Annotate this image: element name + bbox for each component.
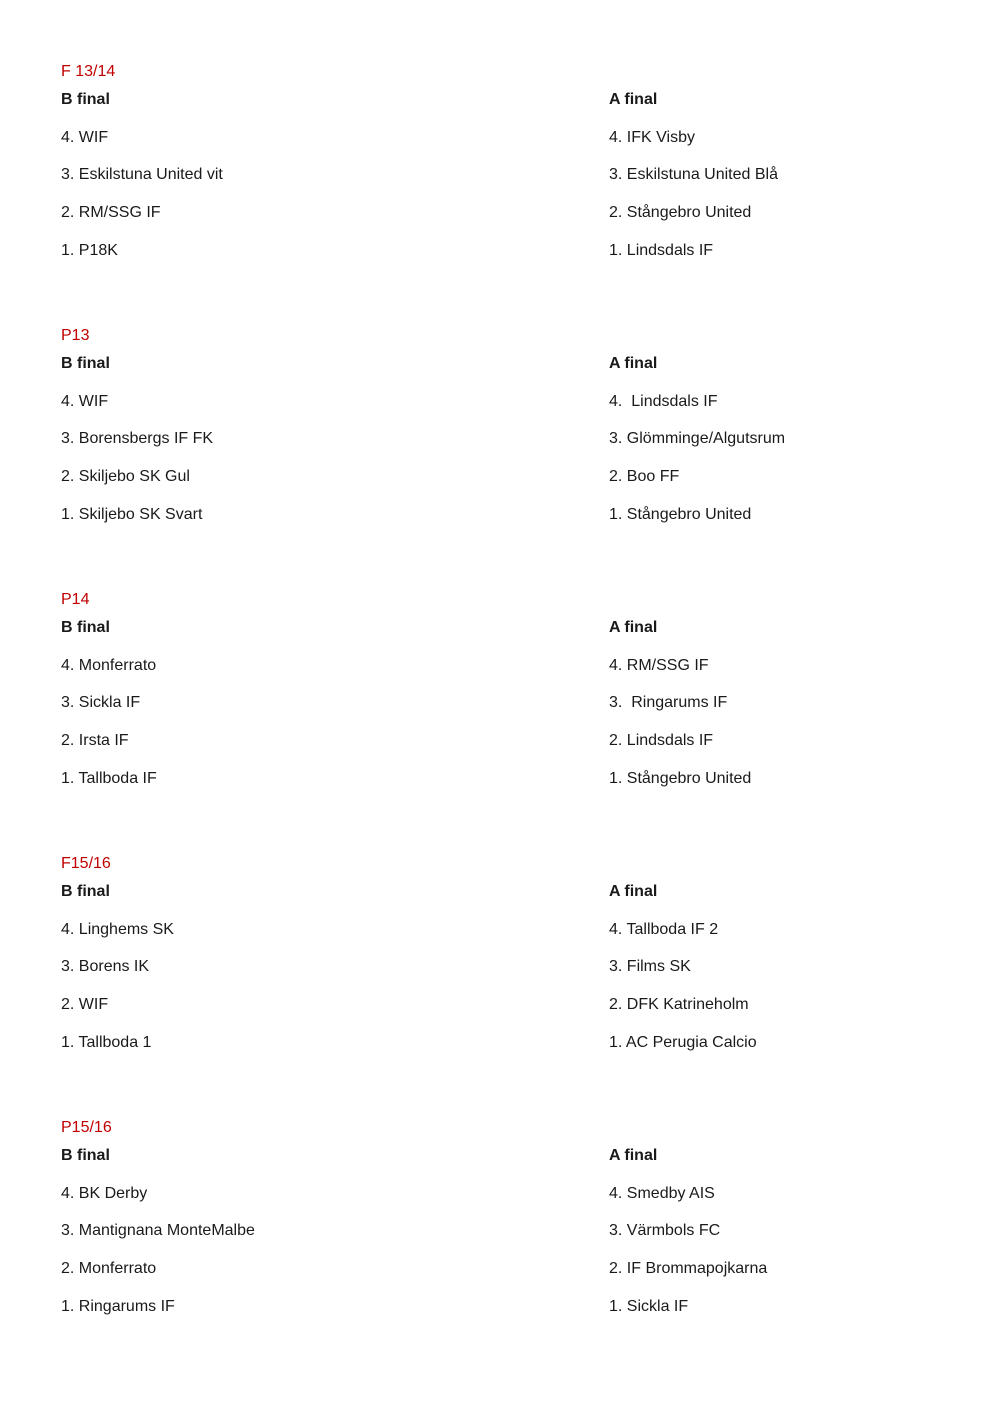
section-p14 bbox=[0, 590, 1000, 854]
placement-row: 2. Lindsdals IF bbox=[609, 732, 714, 749]
placement-row: 2. Stångebro United bbox=[609, 204, 752, 221]
placement-row: 4. Lindsdals IF bbox=[609, 393, 718, 410]
placement-row: 2. DFK Katrineholm bbox=[609, 996, 749, 1013]
section-title: F 13/14 bbox=[61, 63, 116, 80]
placement-row: 1. Skiljebo SK Svart bbox=[61, 506, 203, 523]
placement-row: 3. Films SK bbox=[609, 958, 691, 975]
placement-row: 2. Monferrato bbox=[61, 1260, 157, 1277]
section-p13 bbox=[0, 326, 1000, 590]
section-title: F15/16 bbox=[61, 855, 111, 872]
placement-row: 1. Tallboda 1 bbox=[61, 1034, 152, 1051]
placement-row: 3. Eskilstuna United Blå bbox=[609, 166, 778, 183]
b-final-heading: B final bbox=[61, 883, 110, 900]
placement-row: 4. IFK Visby bbox=[609, 129, 695, 146]
placement-row: 2. IF Brommapojkarna bbox=[609, 1260, 768, 1277]
placement-row: 1. AC Perugia Calcio bbox=[609, 1034, 757, 1051]
placement-row: 4. Tallboda IF 2 bbox=[609, 921, 719, 938]
placement-row: 3. Värmbols FC bbox=[609, 1222, 721, 1239]
a-final-heading: A final bbox=[609, 91, 658, 108]
placement-row: 3. Ringarums IF bbox=[609, 694, 728, 711]
b-final-heading: B final bbox=[61, 91, 110, 108]
a-final-heading: A final bbox=[609, 1147, 658, 1164]
placement-row: 2. WIF bbox=[61, 996, 109, 1013]
placement-row: 3. Sickla IF bbox=[61, 694, 141, 711]
placement-row: 1. Stångebro United bbox=[609, 506, 752, 523]
placement-row: 3. Mantignana MonteMalbe bbox=[61, 1222, 255, 1239]
placement-row: 3. Glömminge/Algutsrum bbox=[609, 430, 786, 447]
placement-row: 1. P18K bbox=[61, 242, 118, 259]
placement-row: 4. Linghems SK bbox=[61, 921, 174, 938]
placement-row: 3. Eskilstuna United vit bbox=[61, 166, 223, 183]
placement-row: 4. WIF bbox=[61, 129, 109, 146]
placement-row: 4. RM/SSG IF bbox=[609, 657, 709, 674]
placement-row: 2. Irsta IF bbox=[61, 732, 129, 749]
section-f13-14 bbox=[0, 62, 1000, 326]
placement-row: 4. WIF bbox=[61, 393, 109, 410]
placement-row: 2. RM/SSG IF bbox=[61, 204, 161, 221]
placement-row: 4. BK Derby bbox=[61, 1185, 148, 1202]
b-final-heading: B final bbox=[61, 619, 110, 636]
b-final-heading: B final bbox=[61, 355, 110, 372]
section-title: P13 bbox=[61, 327, 90, 344]
section-p15-16 bbox=[0, 1118, 1000, 1382]
placement-row: 2. Skiljebo SK Gul bbox=[61, 468, 190, 485]
a-final-heading: A final bbox=[609, 619, 658, 636]
placement-row: 1. Lindsdals IF bbox=[609, 242, 714, 259]
placement-row: 4. Smedby AIS bbox=[609, 1185, 715, 1202]
placement-row: 3. Borensbergs IF FK bbox=[61, 430, 214, 447]
placement-row: 2. Boo FF bbox=[609, 468, 680, 485]
placement-row: 4. Monferrato bbox=[61, 657, 157, 674]
section-title: P15/16 bbox=[61, 1119, 112, 1136]
placement-row: 1. Tallboda IF bbox=[61, 770, 157, 787]
placement-row: 3. Borens IK bbox=[61, 958, 150, 975]
a-final-heading: A final bbox=[609, 883, 658, 900]
b-final-heading: B final bbox=[61, 1147, 110, 1164]
placement-row: 1. Sickla IF bbox=[609, 1298, 689, 1315]
section-title: P14 bbox=[61, 591, 90, 608]
section-f15-16 bbox=[0, 854, 1000, 1118]
placement-row: 1. Ringarums IF bbox=[61, 1298, 175, 1315]
a-final-heading: A final bbox=[609, 355, 658, 372]
placement-row: 1. Stångebro United bbox=[609, 770, 752, 787]
